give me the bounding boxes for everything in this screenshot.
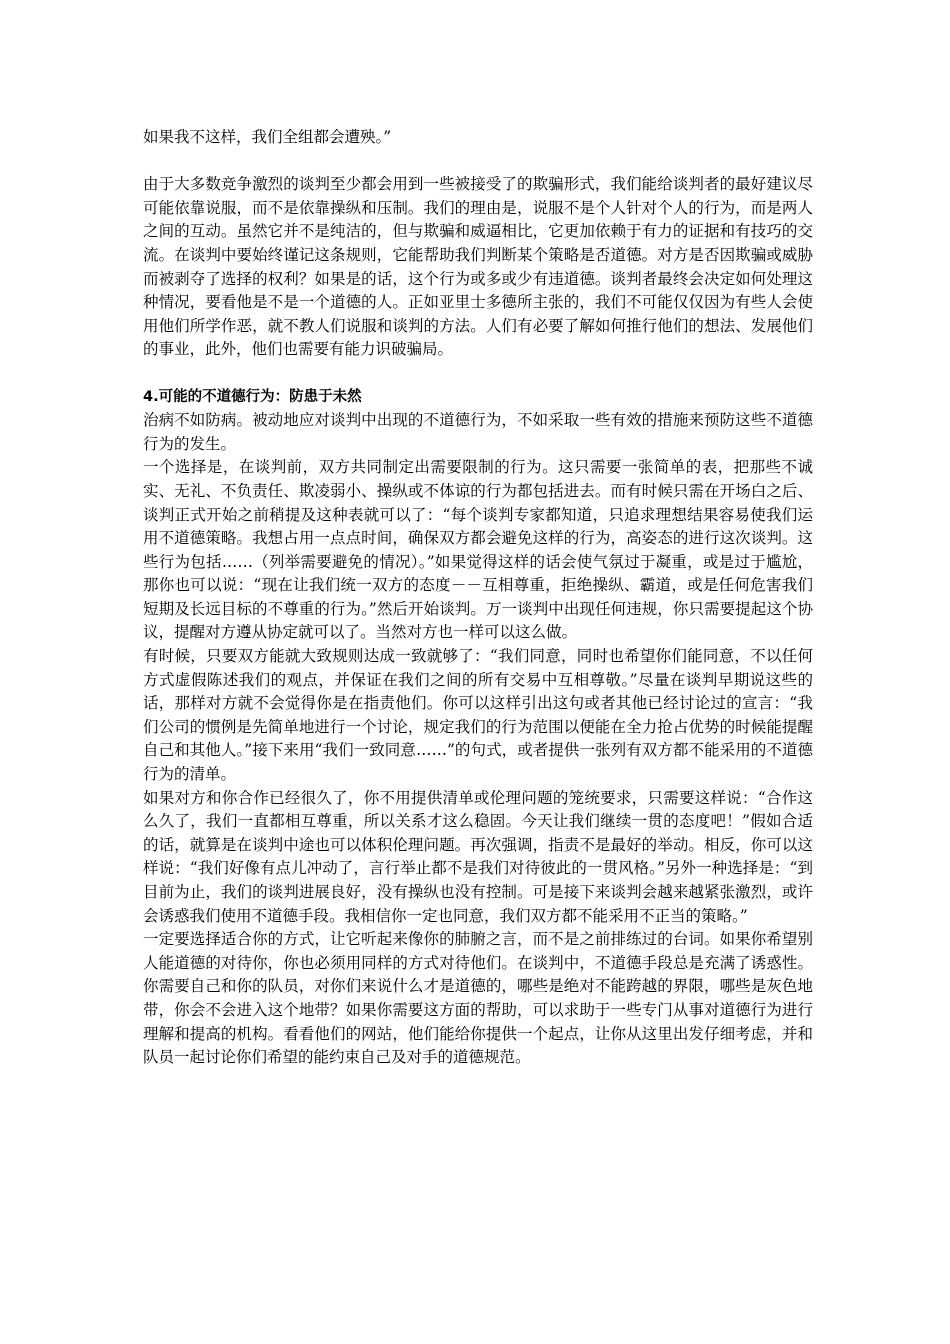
paragraph-behavior-list: 一个选择是，在谈判前，双方共同制定出需要限制的行为。这只需要一张简单的表，把那些不诚实、无礼、不负责任、欺凌弱小、操纵或不体谅的行为都包括进去。而有时候只需在开场白之后、谈判正式开始之前稍提及这种表就可以了：“每个谈判专家都知道，只追求理想结果容易使我们运用不道德策略。我想占用一点点时间，确保双方都会避免这样的行为，高姿态的进行这次谈判。这些行为包括……（列举需要避免的情况）。”如果觉得这样的话会使气氛过于凝重，或是过于尴尬，那你也可以说：“现在让我们统一双方的态度－－互相尊重，拒绝操纵、霸道，或是任何危害我们短期及长远目标的不尊重的行为。”然后开始谈判。万一谈判中出现任何违规，你只需要提起这个协议，提醒对方遵从协定就可以了。当然对方也一样可以这么做。 <box>143 458 813 642</box>
paragraph-prevention: 治病不如防病。被动地应对谈判中出现的不道德行为，不如采取一些有效的措施来预防这些不道德行为的发生。 <box>143 411 813 453</box>
paragraph-spacer <box>143 362 813 386</box>
paragraph-long-term-partner: 如果对方和你合作已经很久了，你不用提供清单或伦理问题的笼统要求，只需要这样说：“合作这么久了，我们一直都相互尊重，所以关系才这么稳固。今天让我们继续一贯的态度吧！”假如合适的话，就算是在谈判中途也可以体积伦理问题。再次强调，指责不是最好的举动。相反，你可以这样说：“我们好像有点儿冲动了，言行举止都不是我们对待彼此的一贯风格。”另外一种选择是：“到目前为止，我们的谈判进展良好，没有操纵也没有控制。可是接下来谈判会越来越紧张激烈，或许会诱惑我们使用不道德手段。我相信你一定也同意，我们双方都不能采用不正当的策略。” <box>143 788 813 925</box>
document-body <box>143 126 813 1070</box>
paragraph-choose-approach: 一定要选择适合你的方式，让它听起来像你的肺腑之言，而不是之前排练过的台词。如果你希望别人能道德的对待你，你也必须用同样的方式对待他们。在谈判中，不道德手段总是充满了诱惑性。你需要自己和你的队员，对你们来说什么才是道德的，哪些是绝对不能跨越的界限，哪些是灰色地带，你会不会进入这个地带？如果你需要这方面的帮助，可以求助于一些专门从事对道德行为进行理解和提高的机构。看看他们的网站，他们能给你提供一个起点，让你从这里出发仔细考虑，并和队员一起讨论你们希望的能约束自己及对手的道德规范。 <box>143 930 813 1067</box>
paragraph-deception-persuasion: 由于大多数竞争激烈的谈判至少都会用到一些被接受了的欺骗形式，我们能给谈判者的最好建议尽可能依靠说服，而不是依靠操纵和压制。我们的理由是，说服不是个人针对个人的行为，而是两人之间的互动。虽然它并不是纯洁的，但与欺骗和威逼相比，它更加依赖于有力的证据和有技巧的交流。在谈判中要始终谨记这条规则，它能帮助我们判断某个策略是否道德。对方是否因欺骗或威胁而被剥夺了选择的权利？如果是的话，这个行为或多或少有违道德。谈判者最终会决定如何处理这种情况，要看他是不是一个道德的人。正如亚里士多德所主张的，我们不可能仅仅因为有些人会使用他们所学作恶，就不教人们说服和谈判的方法。人们有必要了解如何推行他们的想法、发展他们的事业，此外，他们也需要有能力识破骗局。 <box>143 175 813 359</box>
opening-line: 如果我不这样，我们全组都会遭殃。” <box>143 128 392 146</box>
paragraph-ground-rules: 有时候，只要双方能就大致规则达成一致就够了：“我们同意，同时也希望你们能同意，不以任何方式虚假陈述我们的观点，并保证在我们之间的所有交易中互相尊敬。”尽量在谈判早期说这些的话，那样对方就不会觉得你是在指责他们。你可以这样引出这句或者其他已经讨论过的宣言：“我们公司的惯例是先简单地进行一个讨论，规定我们的行为范围以便能在全力抢占优势的时候能提醒自己和其他人。”接下来用“我们一致同意……”的句式，或者提供一张列有双方都不能采用的不道德行为的清单。 <box>143 647 813 784</box>
section-heading: 4.可能的不道德行为：防患于未然 <box>143 388 362 405</box>
paragraph-spacer <box>143 150 813 174</box>
